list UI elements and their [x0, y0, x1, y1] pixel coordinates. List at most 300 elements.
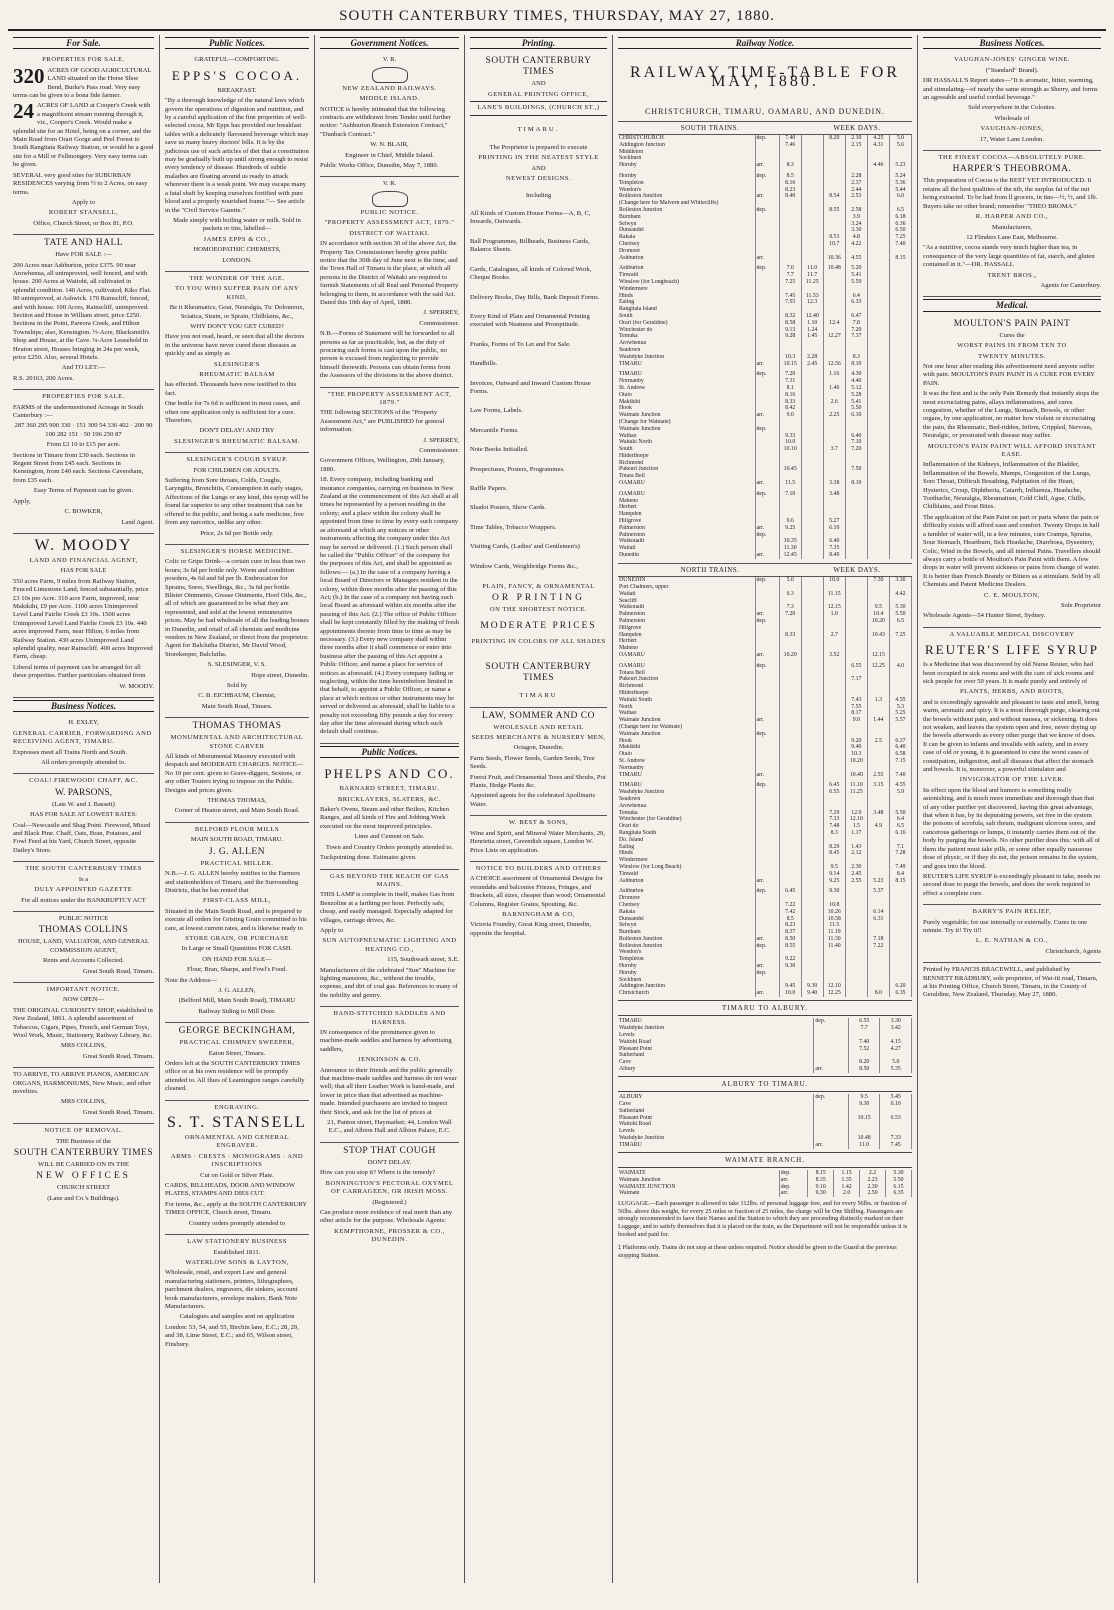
train-time — [779, 850, 801, 857]
train-time — [889, 690, 911, 697]
train-time: 2.28 — [801, 354, 823, 361]
train-time: 8.58 — [779, 320, 801, 327]
train-time — [845, 983, 867, 990]
arr-dep — [755, 683, 779, 690]
platform-notice: ‡ Platforms only. Trains do not stop at these unless required. Notice should be given to the Guard at the previous stopping Station. — [618, 1244, 897, 1259]
train-time — [889, 149, 911, 156]
train-time — [823, 405, 845, 412]
arr-dep: dep. — [755, 731, 779, 738]
train-time: 6.35 — [886, 1190, 912, 1197]
train-time — [801, 895, 823, 902]
ad-subtitle: Established 1811. — [213, 1248, 261, 1256]
train-time: 10.20 — [867, 618, 889, 625]
train-time — [779, 837, 801, 844]
arr-dep: dep. — [755, 663, 779, 670]
train-time: 7.20 — [779, 371, 801, 378]
train-time — [867, 895, 889, 902]
train-time: 1.42 — [834, 1184, 860, 1191]
train-time — [823, 690, 845, 697]
train-time — [889, 929, 911, 936]
train-time — [823, 738, 845, 745]
ad-signature: C. BOWKER, — [64, 508, 103, 516]
train-time: 7.50 — [845, 466, 867, 473]
train-time — [779, 460, 801, 467]
train-time: 7.35 — [823, 545, 845, 552]
train-time: 10.43 — [867, 632, 889, 639]
ad-title: PROPERTIES FOR SALE. — [42, 393, 125, 401]
train-time — [823, 504, 845, 511]
ad-address: Octagon, Dunedin. — [513, 744, 564, 752]
train-time: 2.25 — [823, 412, 845, 419]
arr-dep: dep. — [755, 371, 779, 378]
station-name: Waimate Junction — [618, 1177, 779, 1184]
train-time: 7.15 — [889, 758, 911, 765]
train-time — [823, 162, 845, 169]
train-time: 1.44 — [867, 717, 889, 724]
arr-dep: dep. — [755, 426, 779, 433]
train-time: 10.40 — [845, 772, 867, 779]
train-time — [845, 460, 867, 467]
arr-dep — [755, 645, 779, 652]
arr-dep — [755, 392, 779, 399]
ad-signature: L. E. NATHAN & CO., — [975, 937, 1049, 945]
station-name: Cave — [618, 1059, 814, 1066]
train-time: 8.15 — [889, 255, 911, 262]
train-time: 7.42 — [779, 909, 801, 916]
station-name: Hornby — [618, 963, 755, 970]
train-time: 4.55 — [845, 255, 867, 262]
station-name: Rangitata South — [618, 830, 755, 837]
train-time — [867, 983, 889, 990]
station-name: Addington Junction — [618, 983, 755, 990]
timetable-row — [618, 676, 912, 683]
train-time — [801, 187, 823, 194]
train-time — [801, 902, 823, 909]
train-time: 7.40 — [889, 241, 911, 248]
train-time: 6.35 — [889, 990, 911, 997]
train-time — [801, 758, 823, 765]
train-time — [867, 180, 889, 187]
column-for-sale — [8, 35, 160, 1583]
ad-role: HOMOEOPATHIC CHEMISTS, — [193, 246, 281, 254]
train-time: 10.58 — [823, 916, 845, 923]
station-name: Waihao — [618, 433, 755, 440]
ad-text: AND — [531, 80, 546, 88]
ad-address: Office, Church Street, or Box 81, P.O. — [33, 219, 134, 227]
timetable-south — [618, 135, 912, 559]
train-time: 7.22 — [867, 943, 889, 950]
ad-signature: J. SPERREY, — [423, 309, 459, 317]
train-time: 10.10 — [779, 446, 801, 453]
timetable-albury-timaru — [618, 1094, 912, 1148]
train-time — [889, 320, 911, 327]
arr-dep — [755, 354, 779, 361]
ad-role: Engineer in Chief, Middle Island. — [345, 151, 434, 159]
timetable-row — [618, 460, 912, 467]
section-heading: Business Notices. — [13, 700, 154, 712]
arr-dep: arr. — [755, 936, 779, 943]
arr-dep — [755, 504, 779, 511]
train-time — [845, 645, 867, 652]
train-time: 8.0 — [867, 990, 889, 997]
timetable-row — [618, 1101, 912, 1108]
train-time — [867, 956, 889, 963]
train-time — [823, 625, 845, 632]
timetable-row — [618, 717, 912, 724]
station-name: Chertsey — [618, 902, 755, 909]
ad-text: Orders left at the SOUTH CANTERBURY TIMES office or at his own residence will be promptly attended to. All flues of Leamington ranges carefully cleaned. — [165, 1060, 305, 1093]
timetable-row — [618, 844, 912, 851]
station-name: Rolleston Junction — [618, 936, 755, 943]
timetable-row — [618, 525, 912, 532]
ad-text: PRINTING IN COLORS OF ALL SHADES — [471, 637, 606, 645]
train-time: 8.16 — [779, 180, 801, 187]
train-time — [801, 234, 823, 241]
train-time — [801, 823, 823, 830]
train-time: 10.35 — [779, 538, 801, 545]
train-time — [801, 922, 823, 929]
ad-signature: SUN AUTOPNEUMATIC LIGHTING AND HEATING CO., — [322, 937, 457, 953]
printing-service-item: Handbills. — [470, 360, 498, 368]
train-time — [823, 704, 845, 711]
train-time — [801, 347, 823, 354]
arr-dep — [755, 949, 779, 956]
train-time: 6.4 — [845, 293, 867, 300]
arr-dep: dep. — [755, 618, 779, 625]
train-time: 10.15 — [779, 361, 801, 368]
timetable-row — [618, 306, 912, 313]
train-time: 7.8 — [845, 320, 867, 327]
arr-dep — [755, 744, 779, 751]
train-time: 5.57 — [889, 717, 911, 724]
timetable-row — [618, 823, 912, 830]
arr-dep — [755, 638, 779, 645]
train-time: 10.45 — [779, 466, 801, 473]
train-time: 7.33 — [823, 816, 845, 823]
train-time: 7.48 — [823, 823, 845, 830]
station-name: Hornby — [618, 173, 755, 180]
train-time — [867, 638, 889, 645]
ad-title: GAS BEYOND THE REACH OF GAS MAINS. — [329, 872, 450, 888]
ad-text: Is a — [78, 875, 89, 883]
ad-text: It was the first and is the only Pain Remedy that instantly stops the most excruciating pains, allays inflammations, and cures congestion, whether of the Lungs, Stomach, Bowels, or other organs, by one application, no matter how violent or excruciating the pain, the Rheumatic, Bed-ridden, Infirm, Crippled, Nervous, Neuralgic, or prostrated with disease may suffer. — [923, 390, 1099, 440]
train-time: 1.24 — [801, 327, 823, 334]
train-time: 6.53 — [880, 1115, 912, 1122]
train-time — [880, 1108, 912, 1115]
train-time: 11.5 — [779, 480, 801, 487]
train-time: 10.26 — [823, 909, 845, 916]
printing-service-item: All Kinds of Custom House Forms—A, B, C, Inwards, Outwards. — [470, 210, 591, 226]
station-name: Seacliff — [618, 598, 755, 605]
station-name: Waitaki North — [618, 439, 755, 446]
ad-title: ENGRAVING. — [214, 1103, 260, 1111]
train-time — [867, 187, 889, 194]
train-time — [801, 378, 823, 385]
train-time: 8.50 — [779, 936, 801, 943]
arr-dep — [755, 340, 779, 347]
luggage-notice: LUGGAGE.—Each passenger is allowed to take 112lbs. of personal luggage free, and for every 56lbs. or fraction of 56lbs. above this weight, for every 25 miles or fraction of 25 miles, the charge will be One Shilling. Passengers are strongly recommended to have their Names and the Station to which they are proceeding distinctly marked on their Luggage, and to satisfy themselves that it is placed on the train, as the Department will not be responsible unless it is booked and paid for. — [618, 1200, 908, 1238]
train-time — [845, 916, 867, 923]
ad-address: 21, Panton street, Haymarket; 44, London Wall E.C., and Albion Hall and Albion Palace, E.C. — [327, 1119, 452, 1135]
train-time — [801, 525, 823, 532]
train-time — [889, 200, 911, 207]
train-time — [867, 963, 889, 970]
station-name: Palmerston — [618, 618, 755, 625]
arr-dep: dep. — [779, 1184, 807, 1191]
train-time — [889, 299, 911, 306]
ad-subtitle: NOW OPEN— — [62, 996, 105, 1004]
train-time — [823, 618, 845, 625]
train-time: 7.43 — [845, 697, 867, 704]
train-time: 5.41 — [845, 399, 867, 406]
timetable-row — [618, 221, 912, 228]
station-name: Winchester do — [618, 327, 755, 334]
arr-dep — [755, 710, 779, 717]
timetable-row — [618, 837, 912, 844]
timetable-row — [618, 977, 912, 984]
train-time — [867, 552, 889, 559]
timetable-row — [618, 772, 912, 779]
ad-text: Note the Address— — [165, 976, 218, 984]
train-time: 6.5 — [889, 207, 911, 214]
train-time: 9.6 — [779, 518, 801, 525]
ad-text: Sold everywhere in the Colonies. — [968, 104, 1056, 112]
train-time — [867, 744, 889, 751]
timetable-row — [618, 751, 912, 758]
station-name: Pukeuri Junction — [618, 466, 755, 473]
timetable-row — [618, 1142, 912, 1149]
train-time — [845, 491, 867, 498]
ad-text: For terms, &c., apply at the SOUTH CANTERBURY TIMES OFFICE, Church street, Timaru. — [165, 1200, 307, 1217]
train-time — [880, 1032, 912, 1039]
timetable-row — [618, 638, 912, 645]
ad-text: Manufacturers of the celebrated "Sun" Machine for lighting mansions, &c., without the trouble, expense, and dirt of coal gas. References to many of the nobility and gentry. — [320, 966, 458, 999]
ad-text: Made simply with boiling water or milk. Sold in packets or tins, labelled— — [173, 216, 301, 233]
train-time — [845, 909, 867, 916]
train-time — [801, 306, 823, 313]
train-time — [845, 453, 867, 460]
train-time — [889, 895, 911, 902]
train-time: 3.7 — [823, 446, 845, 453]
timetable-row — [618, 361, 912, 368]
arr-dep: arr. — [814, 1142, 849, 1149]
train-time — [848, 1052, 880, 1059]
ad-text: INVIGORATOR OF THE LIVER. — [959, 776, 1065, 784]
ad-head: TO YOU WHO SUFFER PAIN OF ANY KIND, — [174, 285, 300, 301]
train-time — [801, 663, 823, 670]
train-time — [845, 922, 867, 929]
train-time — [823, 751, 845, 758]
train-time — [867, 354, 889, 361]
ad-title: IMPORTANT NOTICE. — [46, 985, 121, 993]
train-time — [823, 272, 845, 279]
train-time — [801, 473, 823, 480]
station-name: Winslow (for Long Beach) — [618, 864, 755, 871]
arr-dep — [755, 758, 779, 765]
arr-dep — [814, 1101, 849, 1108]
arr-dep — [755, 830, 779, 837]
train-time: 12.40 — [801, 313, 823, 320]
train-time — [867, 378, 889, 385]
train-time: 12.10 — [823, 983, 845, 990]
timetable-row — [618, 207, 912, 214]
ad-town: TIMARU — [519, 692, 558, 700]
ad-thomas-thomas — [165, 718, 309, 823]
timetable-row — [618, 498, 912, 505]
train-time: 8.33 — [779, 399, 801, 406]
arr-dep — [755, 453, 779, 460]
train-time — [845, 162, 867, 169]
train-time: 9.14 — [823, 871, 845, 878]
train-time: 5.9 — [889, 789, 911, 796]
timetable-row — [618, 895, 912, 902]
train-time — [779, 645, 801, 652]
train-time: 9.53 — [823, 234, 845, 241]
ad-signature: VAUGHAN-JONES, — [980, 125, 1044, 133]
station-name: Washdyke Junction — [618, 354, 755, 361]
train-time: 5.12 — [845, 385, 867, 392]
train-time — [779, 731, 801, 738]
train-time — [801, 717, 823, 724]
train-time: 6.16 — [889, 830, 911, 837]
station-name: Pukeuri Junction — [618, 676, 755, 683]
train-time: 8.15 — [889, 878, 911, 885]
train-time: 2.55 — [867, 772, 889, 779]
section-heading: Public Notices. — [165, 37, 309, 49]
masthead: SOUTH CANTERBURY TIMES, THURSDAY, MAY 27, 1880. — [8, 6, 1106, 31]
arr-dep — [755, 857, 779, 864]
arr-dep — [755, 916, 779, 923]
train-time — [889, 676, 911, 683]
train-time — [779, 155, 801, 162]
ad-text: This preparation of Cocoa is the BEST YET INTRODUCED. It retains all the best qualities of the nib, the surplus fat of the nut being extracted. To be had from ll grocers, in tins—½, ½, and 1lb. Buyers take no other brand; remember "THEO BROMA." — [923, 177, 1098, 210]
train-time — [889, 670, 911, 677]
ad-subtitle: FOR CHILDREN OR ADULTS. — [193, 466, 281, 474]
train-time — [867, 724, 889, 731]
ad-text: Cut on Gold or Silver Plate. — [200, 1171, 274, 1179]
station-name: WAIMATE JUNCTION — [618, 1184, 779, 1191]
ad-title: LAW STATIONERY BUSINESS — [187, 1238, 287, 1246]
ad-text: CARDS, BILLHEADS, DOOR AND WINDOW PLATES, STAMPS AND DIES CUT. — [165, 1182, 295, 1198]
ad-text: ACRES OF GOOD AGRICULTURAL LAND situated on the Horse Shoe Bend, Burke's Pass road. Very easy terms can be given to a bona fide farmer. — [13, 66, 152, 100]
arr-dep — [755, 816, 779, 823]
timetable-row — [618, 1184, 912, 1191]
train-time — [889, 293, 911, 300]
train-time — [867, 850, 889, 857]
ad-text: REUTER'S LIFE SYRUP is exceedingly pleasant to take, needs no second dose to purge the bowels, and does the work required to effect a complete cure. — [923, 872, 1101, 897]
station-name: Maheno — [618, 645, 755, 652]
train-time — [823, 155, 845, 162]
station-name: Pleasant Point — [618, 1046, 814, 1053]
ad-signature: C. E. MOULTON, — [984, 591, 1040, 599]
station-name: Palmerston — [618, 611, 755, 618]
train-time — [801, 704, 823, 711]
train-time: 10.0 — [779, 990, 801, 997]
arr-dep — [755, 180, 779, 187]
train-time: 9.5 — [823, 864, 845, 871]
train-time: 4.55 — [889, 697, 911, 704]
arr-dep — [755, 584, 779, 591]
train-time — [779, 871, 801, 878]
train-time — [867, 385, 889, 392]
train-time — [889, 888, 911, 895]
train-time — [801, 439, 823, 446]
train-time: 3.42 — [880, 1025, 912, 1032]
train-time: 7.33 — [880, 1135, 912, 1142]
arr-dep — [755, 473, 779, 480]
train-time — [867, 532, 889, 539]
train-time: 5.35 — [880, 1066, 912, 1073]
train-time: 6.31 — [867, 916, 889, 923]
arr-dep: arr. — [755, 162, 779, 169]
train-time — [801, 789, 823, 796]
train-time — [867, 446, 889, 453]
arr-dep: arr. — [755, 525, 779, 532]
train-time — [801, 803, 823, 810]
train-time — [801, 676, 823, 683]
train-time: 10.3 — [845, 751, 867, 758]
train-time — [779, 772, 801, 779]
train-time — [889, 552, 911, 559]
timetable-header-south — [618, 122, 912, 135]
train-time — [889, 340, 911, 347]
train-time: 5.27 — [823, 518, 845, 525]
train-time — [823, 453, 845, 460]
train-time — [867, 625, 889, 632]
train-time — [889, 598, 911, 605]
ad-text: Rents and Accounts Collected. — [43, 957, 124, 965]
ad-signature: W. N. BLAIR, — [370, 141, 409, 149]
train-time — [845, 632, 867, 639]
train-time — [779, 149, 801, 156]
timetable-waimate-branch — [618, 1170, 912, 1197]
train-time — [845, 977, 867, 984]
train-time — [801, 162, 823, 169]
train-time — [867, 538, 889, 545]
train-time — [823, 598, 845, 605]
arr-dep — [814, 1108, 849, 1115]
train-time — [801, 724, 823, 731]
arr-dep: arr. — [779, 1190, 807, 1197]
train-time — [779, 810, 801, 817]
ad-address: Hope street, Dunedin. — [251, 671, 309, 679]
train-time: 5.50 — [886, 1177, 912, 1184]
train-time — [823, 142, 845, 149]
station-name: Waimate Junction — [618, 731, 755, 738]
arr-dep: dep. — [755, 491, 779, 498]
train-time: 12.15 — [823, 604, 845, 611]
arr-dep — [755, 765, 779, 772]
train-time — [801, 949, 823, 956]
train-time — [889, 453, 911, 460]
timetable-row — [618, 333, 912, 340]
ad-text: HOUSE, LAND, VALUATOR, AND GENERAL COMMISSION AGENT, — [18, 938, 149, 954]
train-time — [801, 460, 823, 467]
arr-dep: arr. — [779, 1177, 807, 1184]
arr-dep — [755, 320, 779, 327]
train-time: 5.24 — [889, 173, 911, 180]
ad-address: 17, Water Lane London. — [980, 135, 1044, 143]
train-time — [779, 803, 801, 810]
train-time — [867, 922, 889, 929]
train-time — [845, 611, 867, 618]
station-name: Port Chalmers, upper — [618, 584, 755, 591]
train-time — [889, 433, 911, 440]
station-name: Templeton — [618, 180, 755, 187]
ad-text: Not one hour after reading this advertisement need anyone suffer with pain. MOULTON'S PAIN PAINT IS A CURE FOR EVERY PAIN. — [923, 362, 1095, 387]
train-time — [845, 584, 867, 591]
timetable-row — [618, 956, 912, 963]
